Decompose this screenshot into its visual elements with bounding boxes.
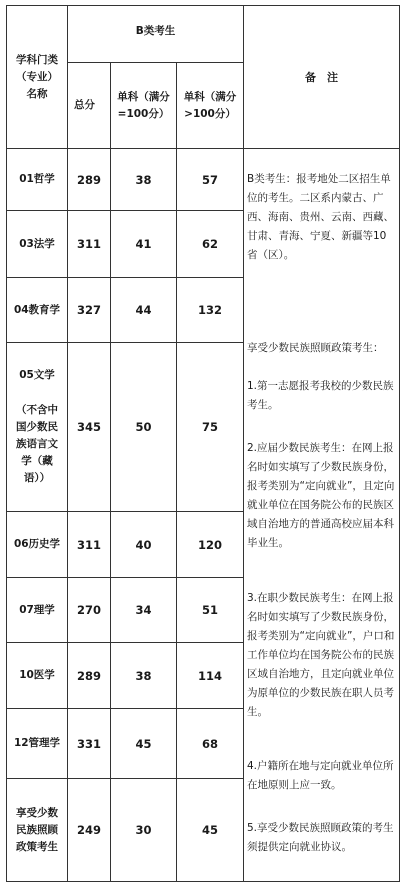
row-name-education <box>7 278 67 342</box>
header-subject <box>7 6 67 148</box>
note-item-5: 5.享受少数民族照顾政策的考生须提供定向就业协议。 <box>247 822 394 853</box>
header-single-100 <box>111 63 176 148</box>
total-value: 270 <box>76 603 101 617</box>
single-gt100-value: 75 <box>201 420 218 434</box>
header-total <box>68 63 110 148</box>
single-100-value: 41 <box>135 237 152 251</box>
row-single-gt100 <box>177 709 243 778</box>
row-name-management <box>7 709 67 778</box>
note-item-4: 4.户籍所在地与定向就业单位所在地原则上应一致。 <box>247 760 394 791</box>
score-table <box>6 5 400 882</box>
total-value: 311 <box>76 537 101 552</box>
row-total <box>68 149 110 210</box>
note-item-2: 2.应届少数民族考生：在网上报名时如实填写了少数民族身份，报考类别为“定向就业”，且定向就业单位在国务院公布的民族区域自治地方的普通高校应届本科毕业生。 <box>247 442 395 549</box>
table-border-bottom <box>6 881 400 882</box>
row-single-100 <box>111 278 176 342</box>
row-name-text: 12管理学 <box>13 737 61 749</box>
row-single-100 <box>111 643 176 708</box>
row-name-minority-policy <box>7 779 67 881</box>
row-single-gt100 <box>177 278 243 342</box>
total-value: 249 <box>76 823 101 837</box>
row-single-100 <box>111 211 176 277</box>
row-single-gt100 <box>177 343 243 511</box>
row-single-gt100 <box>177 211 243 277</box>
row-single-100 <box>111 709 176 778</box>
row-total <box>68 278 110 342</box>
single-gt100-value: 120 <box>197 537 222 552</box>
header-total-text: 总分 <box>74 99 95 111</box>
header-subject-text: 学科门类（专业）名称 <box>16 53 58 100</box>
total-value: 331 <box>76 736 101 751</box>
row-name-text: 07理学 <box>19 603 55 616</box>
row-total <box>68 211 110 277</box>
row-single-100 <box>111 343 176 511</box>
single-100-value: 38 <box>135 172 152 187</box>
header-group-b-text: B类考生 <box>135 24 176 37</box>
total-value: 327 <box>76 303 101 317</box>
single-gt100-value: 114 <box>197 668 222 683</box>
single-gt100-value: 68 <box>201 736 218 751</box>
single-100-value: 40 <box>135 537 152 552</box>
note-item-3: 3.在职少数民族考生：在网上报名时如实填写了少数民族身份，报考类别为“定向就业”，户口和工作单位均在国务院公布的民族区域自治地方，且定向就业单位为原单位的少数民族在职人员考生。 <box>247 592 395 718</box>
header-single-gt100 <box>177 63 243 148</box>
row-name-philosophy <box>7 149 67 210</box>
single-100-value: 34 <box>135 603 152 617</box>
row-total <box>68 709 110 778</box>
single-100-value: 30 <box>135 823 152 837</box>
row-total <box>68 643 110 708</box>
note-item-1: 1.第一志愿报考我校的少数民族考生。 <box>247 380 394 411</box>
total-value: 289 <box>76 668 101 683</box>
row-total <box>68 512 110 577</box>
row-name-history <box>7 512 67 577</box>
table-border-right <box>399 5 400 882</box>
row-single-100 <box>111 779 176 881</box>
row-name-literature <box>7 343 67 511</box>
single-gt100-value: 51 <box>201 603 218 617</box>
row-single-100 <box>111 149 176 210</box>
header-single-100-text: 单科（满分=100分） <box>117 90 170 120</box>
row-total <box>68 779 110 881</box>
total-value: 311 <box>76 237 101 251</box>
row-single-gt100 <box>177 643 243 708</box>
row-total <box>68 343 110 511</box>
total-value: 289 <box>76 172 101 187</box>
note-b-area: B类考生：报考地处二区招生单位的考生。二区系内蒙古、广西、海南、贵州、云南、西藏、甘肃、青海、宁夏、新疆等10省（区）。 <box>247 173 394 261</box>
row-name-text: 10医学 <box>19 669 55 681</box>
header-group-b <box>68 6 243 62</box>
total-value: 345 <box>76 420 101 434</box>
single-gt100-value: 132 <box>197 303 222 317</box>
single-100-value: 44 <box>135 303 152 317</box>
row-total <box>68 578 110 642</box>
single-gt100-value: 62 <box>201 237 218 251</box>
row-name-medicine <box>7 643 67 708</box>
row-single-100 <box>111 578 176 642</box>
row-name-text: 01哲学 <box>19 173 55 185</box>
row-name-text: 03法学 <box>19 237 55 250</box>
row-name-science <box>7 578 67 642</box>
row-single-gt100 <box>177 578 243 642</box>
row-name-law <box>7 211 67 277</box>
row-single-gt100 <box>177 779 243 881</box>
row-name-text: 05文学 <box>19 369 55 381</box>
single-100-value: 50 <box>135 420 152 434</box>
header-remarks-text: 备 注 <box>305 70 338 84</box>
single-100-value: 38 <box>135 668 152 683</box>
single-gt100-value: 45 <box>201 823 218 837</box>
header-remarks <box>244 6 399 148</box>
single-gt100-value: 57 <box>201 172 218 187</box>
row-name-text: 06历史学 <box>13 538 61 550</box>
row-single-gt100 <box>177 149 243 210</box>
note-policy-title: 享受少数民族照顾政策考生： <box>247 342 384 354</box>
row-name-text: 享受少数民族照顾政策考生 <box>16 806 58 853</box>
row-name-subnote: （不含中国少数民族语言文学（藏语）） <box>16 404 58 484</box>
row-single-gt100 <box>177 512 243 577</box>
row-name-text: 04教育学 <box>13 303 61 316</box>
header-single-gt100-text: 单科（满分>100分） <box>183 90 237 120</box>
row-single-100 <box>111 512 176 577</box>
single-100-value: 45 <box>135 736 152 751</box>
